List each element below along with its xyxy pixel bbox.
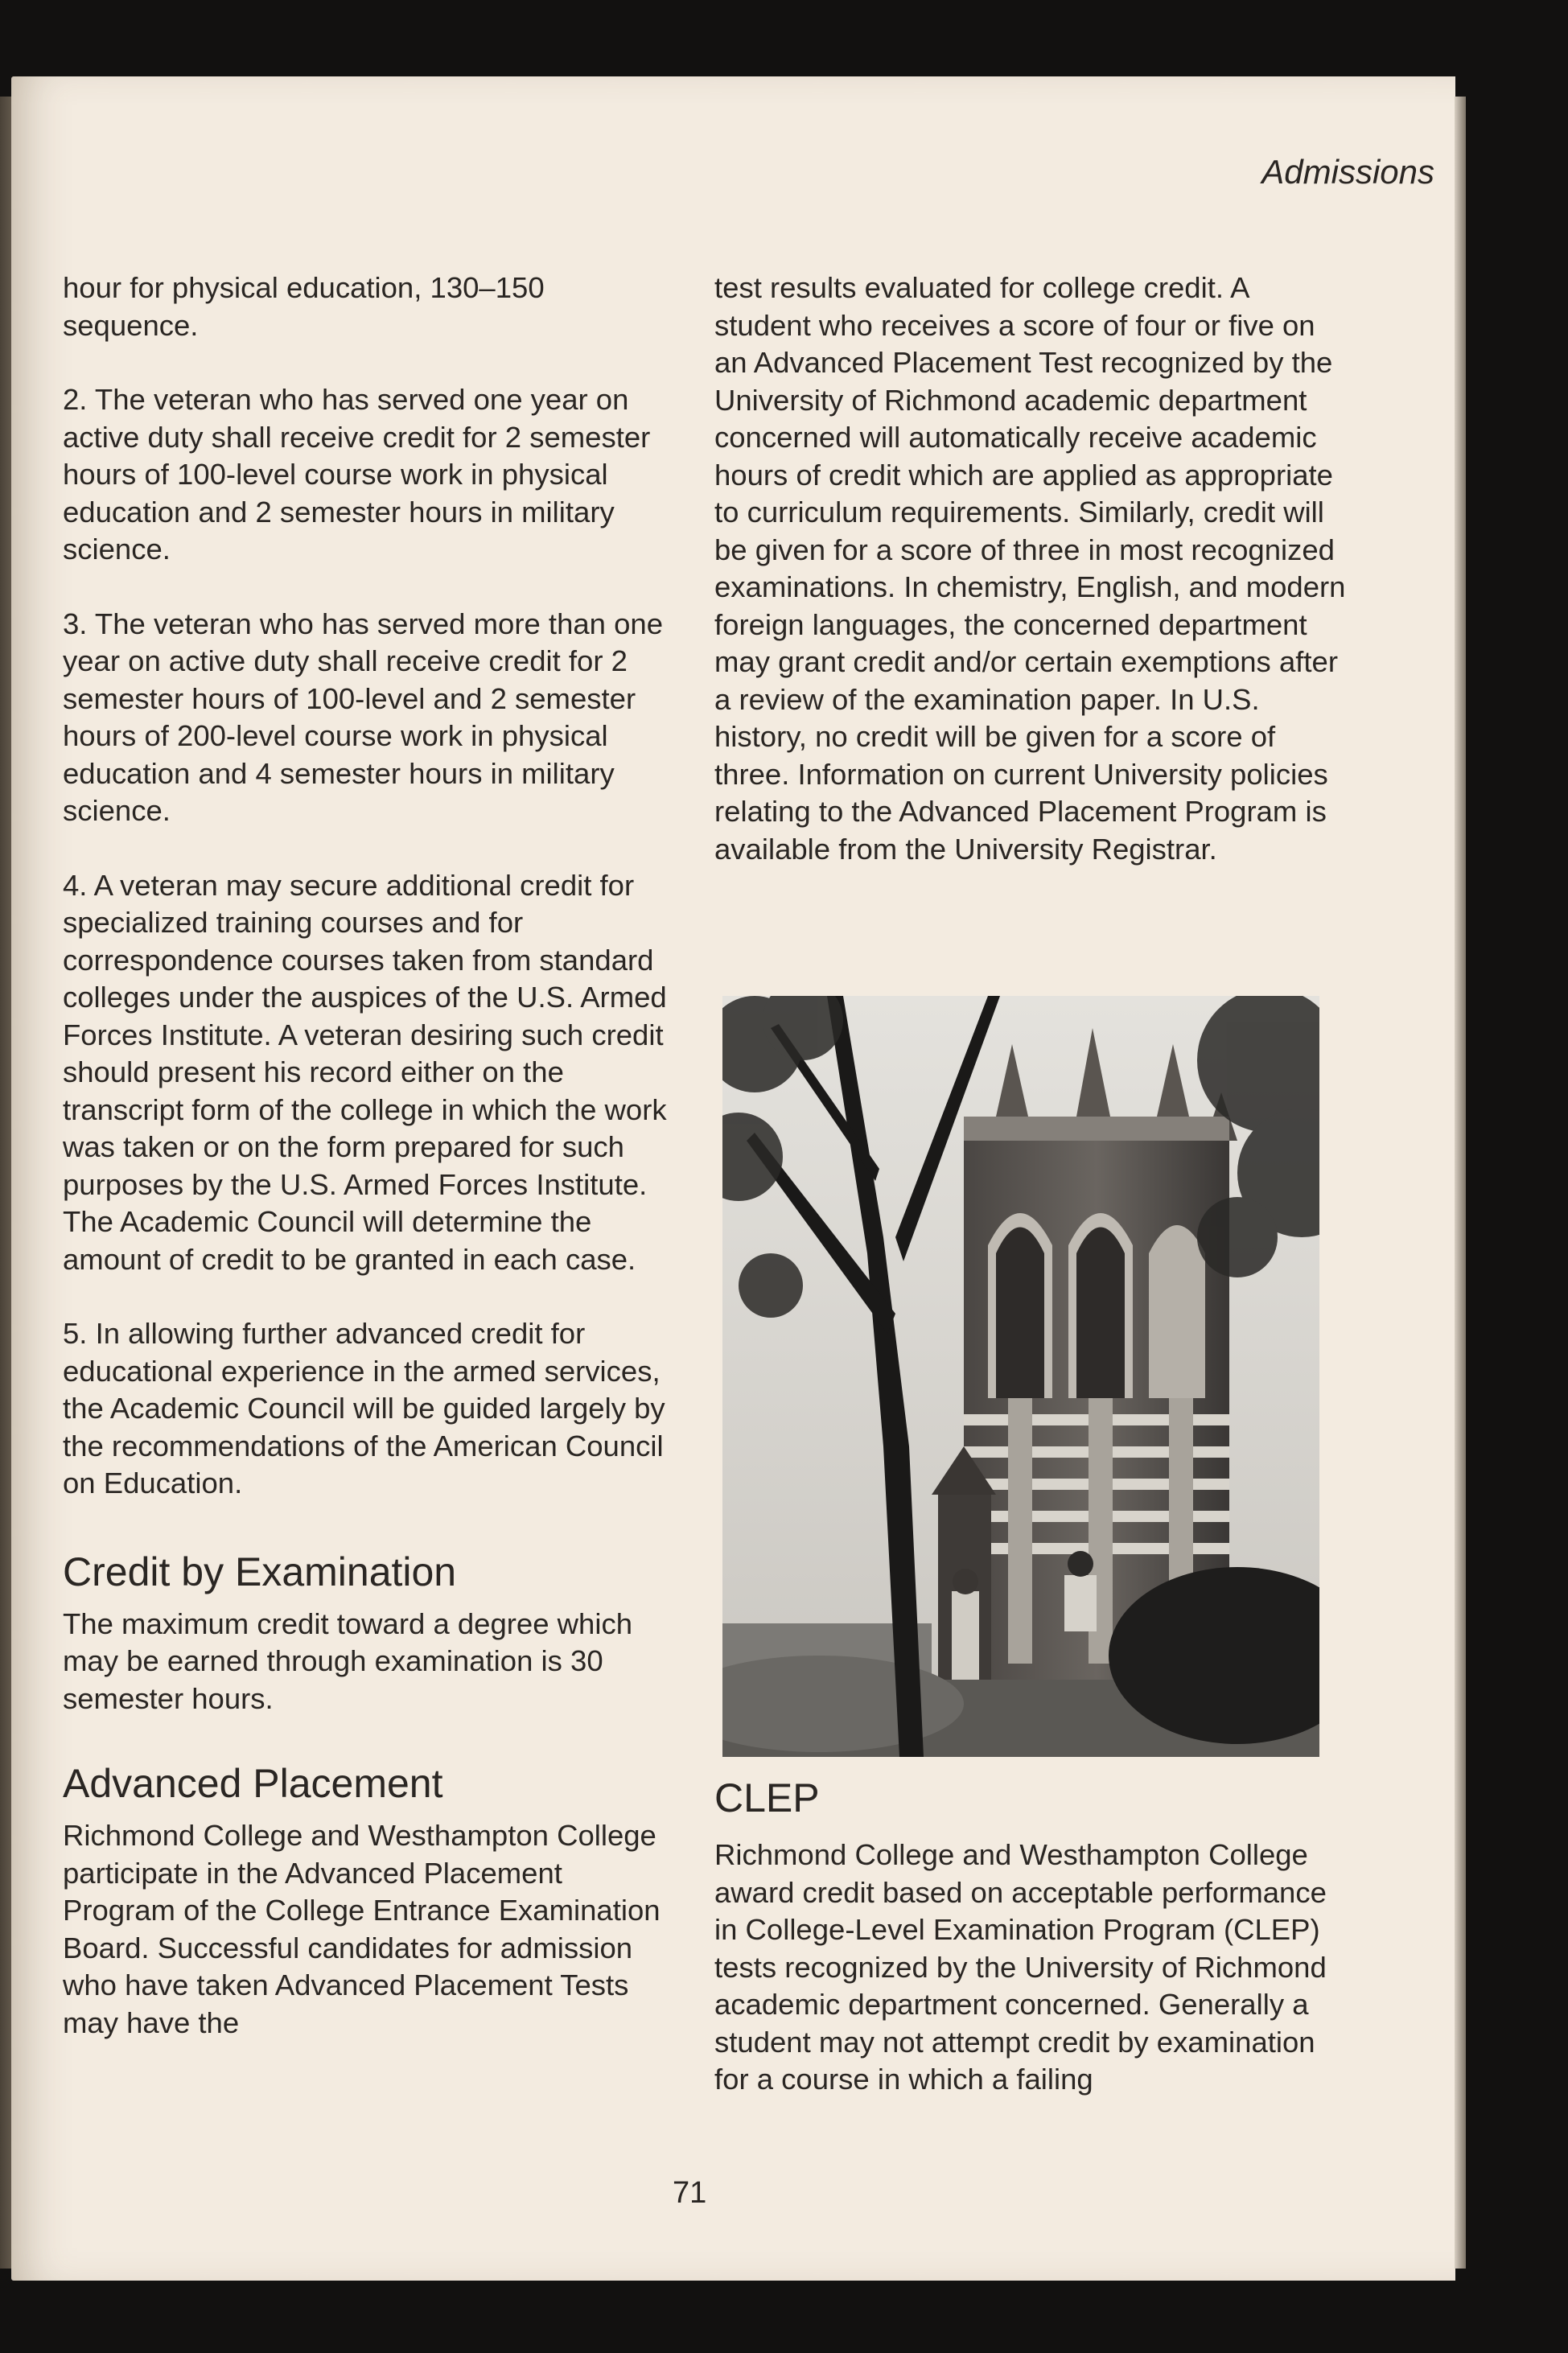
gothic-tower-photo-icon: [722, 996, 1319, 1757]
left-column: [63, 269, 674, 2079]
heading-credit-by-examination: Credit by Examination: [63, 1549, 457, 1594]
clep-section: [714, 1774, 1350, 2136]
paragraph-advanced-placement-continued: test results evaluated for college credit. A student who receives a score of four or five on an Advanced Placement Test recognized by the University of Richmond academic department concerned will automatically receive academic hours of credit which are applied as appropriate to curriculum requirements. Similarly, credit will be given for a score of three in most recognized examinations. In chemistry, English, and modern foreign languages, the concerned department may grant credit and/or certain exemptions after a review of the examination paper. In U.S. history, no credit will be given for a score of three. Information on current University policies relating to the Advanced Placement Program is available from the University Registrar.: [714, 271, 1346, 866]
paragraph-item-3: 3. The veteran who has served more than one year on active duty shall receive credit for 2 semester hours of 100-level and 2 semester hours of 200-level course work in physical education and 4 semester hours in military science.: [63, 607, 664, 827]
paragraph-item-2: 2. The veteran who has served one year on active duty shall receive credit for 2 semester hours of 100-level course work in physical education and 2 semester hours in military science.: [63, 383, 651, 566]
paragraph-continued: hour for physical education, 130–150 sequence.: [63, 271, 545, 342]
paragraph-credit-by-examination: The maximum credit toward a degree which may be earned through examination is 30 semester hours.: [63, 1606, 632, 1715]
paragraph-item-4: 4. A veteran may secure additional credit for specialized training courses and for correspondence courses taken from standard colleges under the auspices of the U.S. Armed Forces Institute. A veteran desiring such credit should present his record either on the transcript form of the college in which the work was taken or on the form prepared for such purposes by the U.S. Armed Forces Institute. The Academic Council will determine the amount of credit to be granted in each case.: [63, 868, 667, 1276]
heading-clep: CLEP: [714, 1775, 820, 1820]
running-header: Admissions: [1261, 153, 1434, 191]
paragraph-clep: Richmond College and Westhampton College award credit based on acceptable performance in College-Level Examination Program (CLEP) tests recognized by the University of Richmond academic department concerned. Generally a student may not attempt credit by examination for a course in which a failing: [714, 1838, 1327, 2096]
page-number: 71: [673, 2176, 707, 2210]
page-edge: [1455, 97, 1466, 2269]
right-column: [714, 269, 1350, 905]
paragraph-item-5: 5. In allowing further advanced credit for educational experience in the armed services, the Academic Council will be guided largely by the recommendations of the American Council on Education.: [63, 1317, 665, 1499]
heading-advanced-placement: Advanced Placement: [63, 1761, 443, 1806]
campus-tower-photo: [722, 996, 1319, 1757]
paragraph-advanced-placement: Richmond College and Westhampton College participate in the Advanced Placement Program of the College Entrance Examination Board. Successful candidates for admission who have taken Advanced Placement Tests may have the: [63, 1819, 661, 2039]
